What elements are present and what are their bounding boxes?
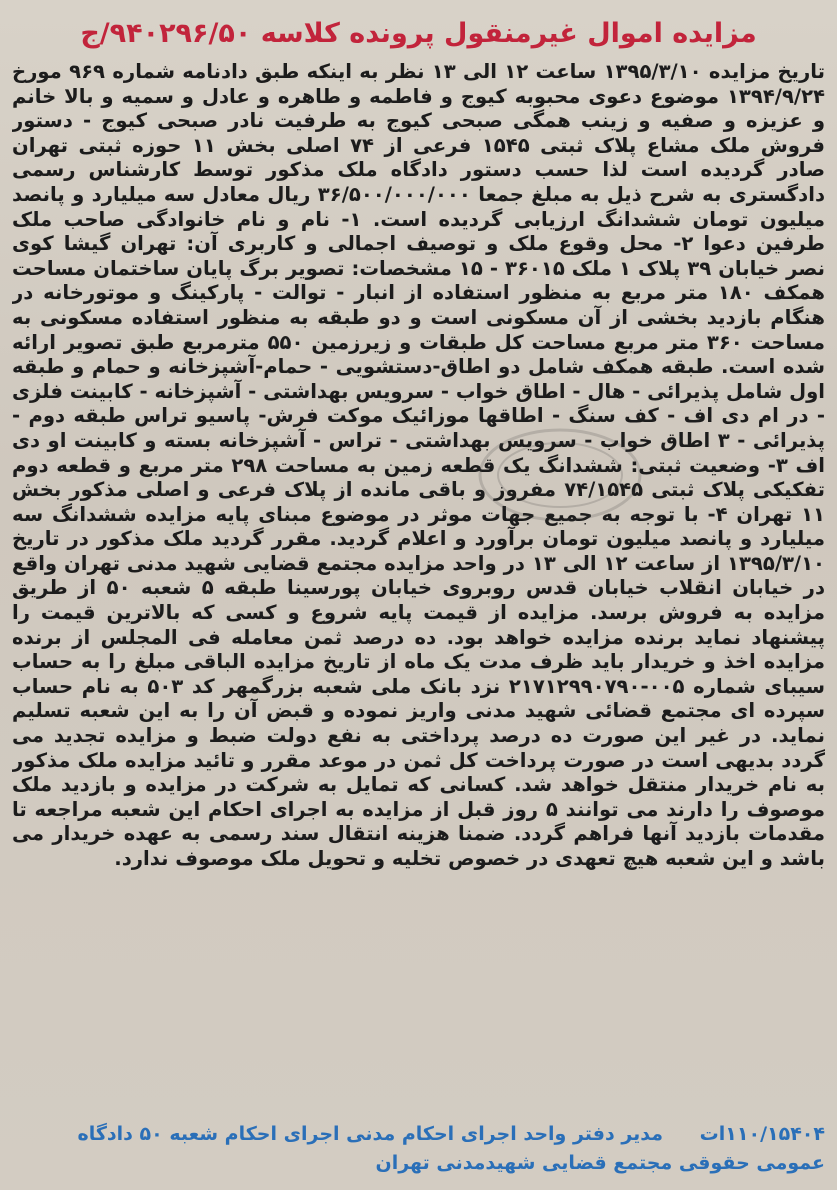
notice-signature: مدیر دفتر واحد اجرای احکام مدنی اجرای احکام شعبه ۵۰ دادگاه عمومی حقوقی مجتمع قضایی شهیدمدنی تهران [77,1123,825,1174]
notice-footer [12,1120,825,1182]
notice-code: ۱۱۰/۱۵۴۰۴ات [699,1123,825,1145]
notice-body-text: تاریخ مزایده ۱۳۹۵/۳/۱۰ ساعت ۱۲ الی ۱۳ نظر به اینکه طبق دادنامه شماره ۹۶۹ مورخ ۱۳۹۴/۹/۲۴ موضوع دعوی محبوبه کیوج و فاطمه و طاهره و عادل و سمیه و بالا خانم و عزیزه و صفیه و زینب همگی صبحی کیوج به طرفیت نادر صبحی کیوج - دستور فروش ملک مشاع پلاک ثبتی ۱۵۴۵ فرعی از ۷۴ اصلی بخش ۱۱ حوزه ثبتی تهران صادر گردیده است لذا حسب دستور دادگاه ملک مذکور توسط کارشناس رسمی دادگستری به شرح ذیل به مبلغ جمعا ۳۶/۵۰۰/۰۰۰/۰۰۰ ریال معادل سه میلیارد و پانصد میلیون تومان ششدانگ ارزیابی گردیده است. ۱- نام و نام خانوادگی صاحب ملک طرفین دعوا ۲- محل وقوع ملک و توصیف اجمالی و کاربری آن: تهران گیشا کوی نصر خیابان ۳۹ پلاک ۱ ملک ۳۶۰۱۵ - ۱۵ مشخصات: تصویر برگ پایان ساختمان مساحت همکف ۱۸۰ متر مربع به منظور استفاده از انبار - توالت - پارکینگ و موتورخانه در هنگام بازدید بخشی از آن مسکونی است و دو طبقه به منظور استفاده مسکونی به مساحت ۳۶۰ متر مربع مساحت کل طبقات و زیرزمین ۵۵۰ مترمربع طبق تصویر ارائه شده است. طبقه همکف شامل دو اطاق-دستشویی - حمام-آشپزخانه و حمام و طبقه اول شامل پذیرائی - هال - اطاق خواب - سرویس بهداشتی - آشپزخانه - کابینت فلزی - در ام دی اف - کف سنگ - اطاقها موزائیک موکت فرش- پاسیو تراس طبقه دوم - پذیرائی - ۳ اطاق خواب - سرویس بهداشتی - تراس - آشپزخانه بسته و کابینت او دی اف ۳- وضعیت ثبتی: ششدانگ یک قطعه زمین به مساحت ۲۹۸ متر مربع و قطعه دوم تفکیکی پلاک ثبتی ۷۴/۱۵۴۵ مفروز و باقی مانده از پلاک فرعی و اصلی مذکور بخش ۱۱ تهران ۴- با توجه به جمیع جهات موثر در موضوع مبنای پایه مزایده ششدانگ سه میلیارد و پانصد میلیون تومان برآورد و اعلام گردید. مقرر گردید ملک مذکور در تاریخ ۱۳۹۵/۳/۱۰ از ساعت ۱۲ الی ۱۳ در واحد مزایده مجتمع قضایی شهید مدنی تهران واقع در خیابان انقلاب خیابان قدس روبروی خیابان پورسینا طبقه ۵ شعبه ۵۰ از طریق مزایده به فروش برسد. مزایده از قیمت پایه شروع و کسی که بالاترین قیمت را پیشنهاد نماید برنده مزایده خواهد بود. ده درصد ثمن معامله فی المجلس از برنده مزایده اخذ و خریدار باید ظرف مدت یک ماه از تاریخ مزایده الباقی مبلغ را به حساب سیبای شماره ۰۰۵-۲۱۷۱۲۹۹۰۷۹۰ نزد بانک ملی شعبه بزرگمهر کد ۵۰۳ به نام حساب سپرده ای مجتمع قضائی شهید مدنی واریز نموده و قبض آن را به این شعبه تسلیم نماید. در غیر این صورت ده درصد پرداختی به نفع دولت ضبط و مزایده تجدید می گردد بدیهی است در صورت پرداخت کل ثمن در موعد مقرر و تائید مزایده ملک مذکور به نام خریدار منتقل خواهد شد. کسانی که تمایل به شرکت در مزایده و بازدید ملک موصوف را دارند می توانند ۵ روز قبل از مزایده به اجرای احکام این شعبه مراجعه تا مقدمات بازدید آنها فراهم گردد. ضمنا هزینه انتقال سند رسمی به عهده خریدار می باشد و این شعبه هیچ تعهدی در خصوص تخلیه و تحویل ملک موصوف ندارد. [12,60,825,870]
notice-title: مزایده اموال غیرمنقول پرونده کلاسه ۹۴۰۲۹۶/۵۰/ج [80,18,757,49]
